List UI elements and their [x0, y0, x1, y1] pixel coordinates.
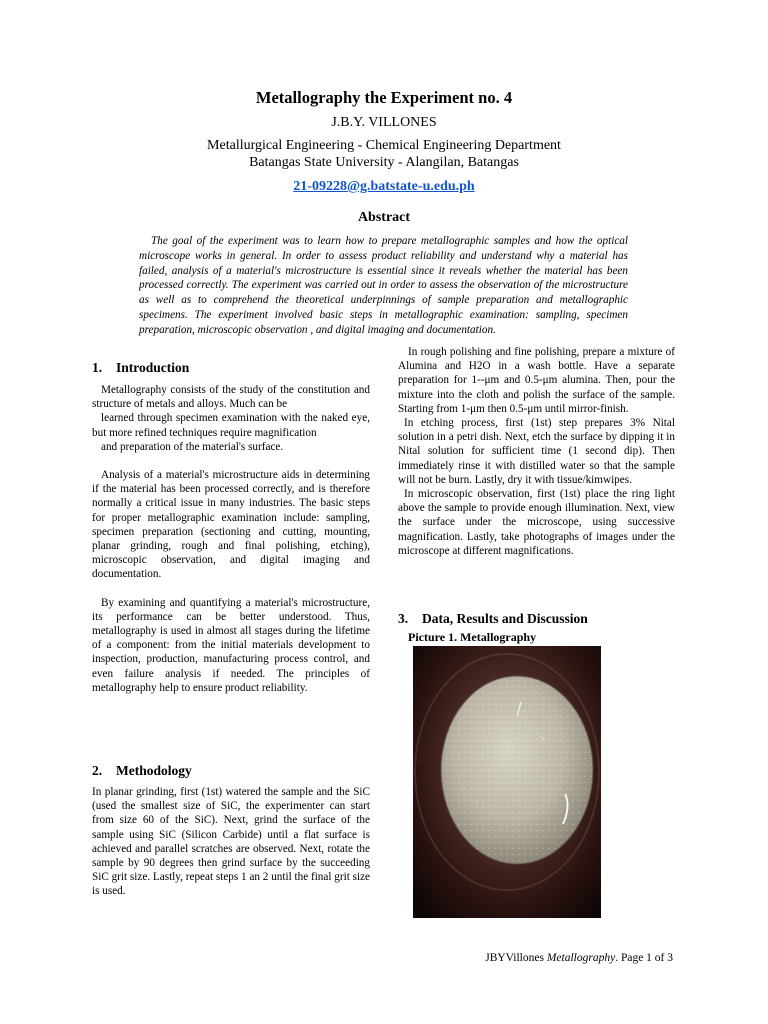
- section-title: Introduction: [116, 360, 190, 375]
- section-title: Methodology: [116, 763, 192, 778]
- affiliation-department: Metallurgical Engineering - Chemical Engineering Department: [207, 138, 561, 153]
- abstract-heading: Abstract: [357, 210, 411, 225]
- intro-paragraph-2: Analysis of a material's microstructure aids in determining if the material has been processed correctly, and is therefore normally a critical issue in many industries. The basic steps for proper metallographic examination include: sampling, specimen preparation (sectioning and cutting, mounting, planar grinding, rough and final polishing, etching), microscopic observation, and digital imaging and documentation.: [92, 469, 370, 581]
- methodology-paragraph-1: In planar grinding, first (1st) watered the sample and the SiC (used the smallest size of SiC, the experimenter can start from size 60 of the SiC). Next, grind the surface of the sample using SiC (Silicon Carbide) until a flat surface is achieved and parallel scratches are observed. Next, rotate the sample by 90 degrees then grind surface by the succeeding SiC grit size. Lastly, repeat steps 1 an 2 until the final grit size is used.: [92, 786, 370, 898]
- section-number: 2.: [92, 763, 103, 778]
- section-number: 3.: [398, 611, 409, 626]
- introduction-body: [92, 383, 370, 695]
- results-heading: [398, 611, 588, 627]
- footer-author: JBYVillones: [485, 952, 544, 964]
- methodology-body: [92, 785, 370, 899]
- metallography-micrograph-image: [413, 646, 601, 918]
- abstract-text: The goal of the experiment was to learn how to prepare metallographic samples and how the optical microscope works in general. In order to assess product reliability and understand why a material has failed, analysis of a material's microstructure is essential since it reveals whether the material has been processed correctly. The experiment was carried out in order to assess the observation of the microstructure as well as to comprehend the theoretical underpinnings of sample preparation and metallographic specimens. The experiment involved basic steps in metallographic examination: sampling, specimen preparation, microscopic observation , and digital imaging and documentation.: [139, 235, 628, 336]
- paper-title: Metallography the Experiment no. 4: [255, 88, 513, 107]
- section-number: 1.: [92, 360, 103, 375]
- methodology-paragraph-4: In microscopic observation, first (1st) place the ring light above the sample to provide enough illumination. Next, view the surface under the microscope, using successive magnification. Lastly, take photographs of images under the microscope at different magnifications.: [398, 488, 675, 557]
- email-link[interactable]: 21-09228@g.batstate-u.edu.ph: [293, 179, 475, 194]
- methodology-heading: [92, 763, 192, 779]
- section-title: Data, Results and Discussion: [422, 611, 588, 626]
- footer-page: . Page 1 of 3: [615, 952, 673, 964]
- intro-paragraph-1c: and preparation of the material's surface.: [101, 440, 284, 453]
- intro-paragraph-3: By examining and quantifying a material's microstructure, its performance can be better understood. Thus, metallography is used in almost all stages during the lifetime of a component: from the initial materials development to inspection, production, manufacturing process control, and even failure analysis if needed. The principles of metallography help to ensure product reliability.: [92, 596, 370, 694]
- page-footer: [485, 952, 673, 964]
- footer-journal: Metallography: [546, 952, 616, 964]
- methodology-paragraph-2: In rough polishing and fine polishing, prepare a mixture of Alumina and H2O in a wash bottle. Have a separate preparation for 1--μm and 0.5-μm alumina. Then, pour the mixture into the cloth and polish the surface of the sample. Starting from 1-μm then 0.5-μm until mirror-finish.: [398, 346, 675, 415]
- email-container: [0, 179, 768, 195]
- introduction-heading: [92, 360, 189, 376]
- affiliation-university: Batangas State University - Alangilan, Batangas: [249, 155, 519, 170]
- methodology-paragraph-3: In etching process, first (1st) step prepares 3% Nital solution in a petri dish. Next, etch the surface by dipping it in Nital solution for sufficient time (1 second dip). Then immediately rinse it with distilled water so that the sample will not be burn. Lastly, dry it with tissue/kimwipes.: [398, 417, 675, 486]
- intro-paragraph-1: Metallography consists of the study of the constitution and structure of metals and alloys. Much can be: [92, 384, 370, 411]
- intro-paragraph-1b: learned through specimen examination with the naked eye, but more refined techniques require magnification: [92, 412, 370, 439]
- author-name: J.B.Y. VILLONES: [331, 115, 437, 130]
- figure-caption: Picture 1. Metallography: [408, 630, 537, 644]
- methodology-continued: [398, 345, 675, 558]
